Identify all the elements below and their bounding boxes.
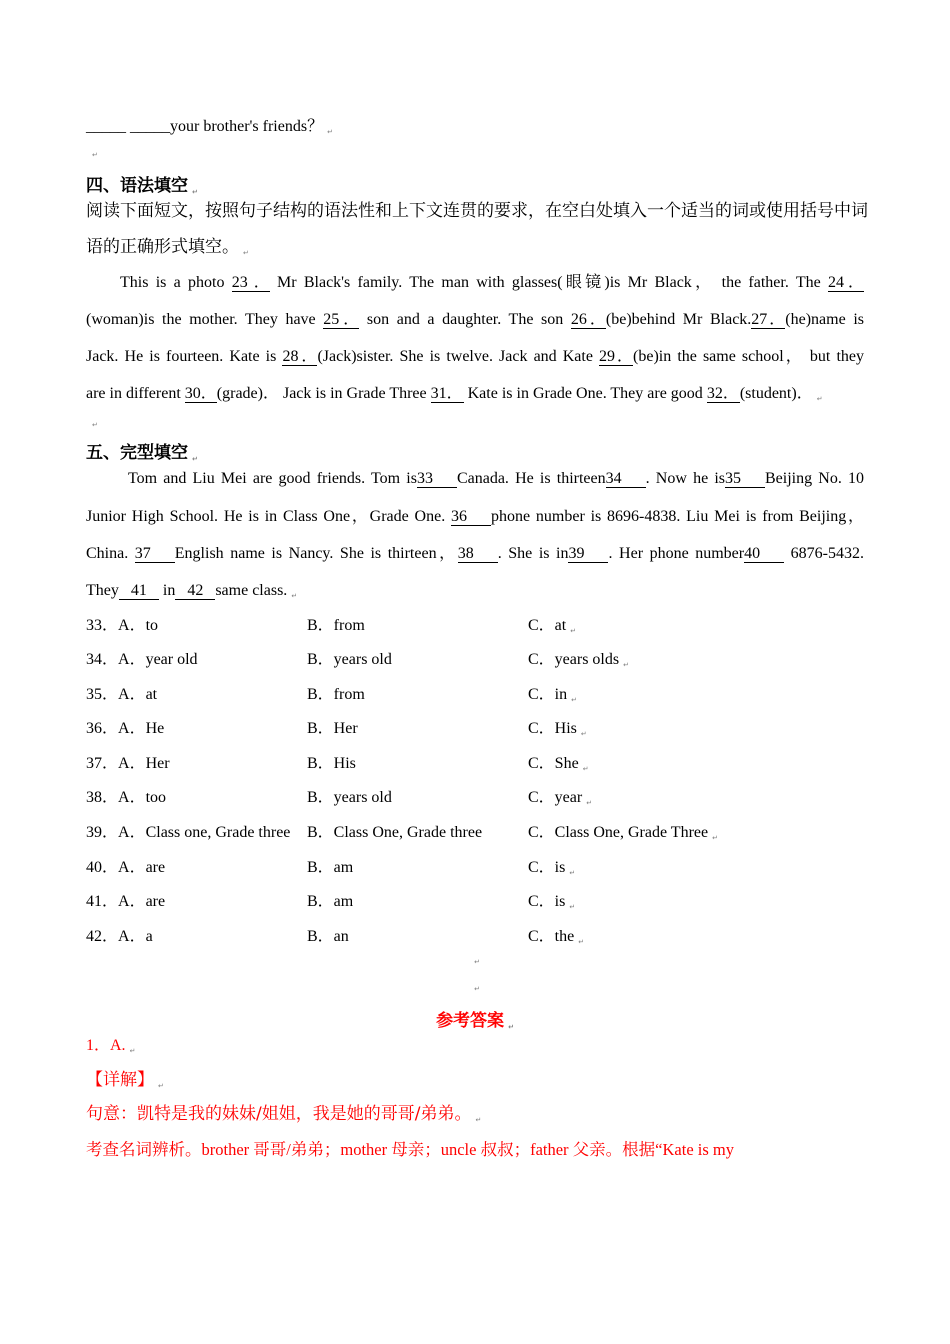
- option-c: [528, 788, 592, 813]
- option-c: [528, 892, 575, 917]
- blank-41: 41: [119, 582, 159, 600]
- option-c-text: C．the: [528, 928, 575, 945]
- passage-text: (be)in the same school， but they: [633, 348, 865, 365]
- option-b: B．from: [307, 617, 365, 634]
- paragraph-mark-icon: ↵: [192, 188, 198, 196]
- blank-40: 40: [744, 545, 784, 563]
- option-row-34: [0, 650, 950, 670]
- blank-32: 32．: [706, 385, 739, 402]
- question-number: 37．: [86, 755, 119, 772]
- option-c-text: C．She: [528, 755, 579, 772]
- blank-36: 36: [451, 508, 491, 526]
- blank-25: 25．: [323, 311, 360, 328]
- option-row-37: [0, 754, 950, 774]
- option-c-text: C．Class One, Grade Three: [528, 824, 709, 841]
- passage-text: Kate is in Grade One. They are good: [463, 385, 707, 402]
- passage-text: son and a daughter. The son: [359, 311, 571, 328]
- blank-33: 33: [417, 470, 457, 488]
- grammar-passage-line-1: [120, 273, 864, 293]
- option-a-text: A．too: [118, 789, 167, 806]
- option-a: [86, 927, 153, 947]
- passage-text: are in different: [86, 385, 185, 402]
- blank-31: 31．: [430, 385, 463, 402]
- option-a-text: A．year old: [118, 651, 198, 668]
- passage-text: Canada. He is thirteen: [456, 470, 606, 487]
- option-a-text: A．Class one, Grade three: [118, 824, 291, 841]
- option-a-text: A．at: [118, 686, 158, 703]
- paragraph-mark-icon: ↵: [327, 128, 333, 136]
- blank-26: 26．: [570, 311, 606, 328]
- paragraph-mark-icon: ↵: [569, 903, 576, 911]
- option-row-40: [0, 858, 950, 878]
- analysis-text: 考查名词辨析。brother 哥哥/弟弟；mother 母亲；uncle 叔叔；father 父亲。根据“Kate is my: [86, 1140, 734, 1159]
- option-a: [86, 616, 158, 636]
- empty-paragraph: [0, 974, 950, 999]
- question-number: 35．: [86, 686, 119, 703]
- option-c: [528, 650, 629, 675]
- passage-text: (he)name is: [785, 311, 864, 328]
- option-c-text: C．in: [528, 686, 568, 703]
- passage-text: English name is Nancy. She is thirteen，: [174, 545, 458, 562]
- option-c-text: C．is: [528, 893, 566, 910]
- passage-text: This is a photo: [120, 274, 232, 291]
- option-b: B．am: [307, 893, 354, 910]
- option-a: [86, 685, 157, 705]
- option-row-33: [0, 616, 950, 636]
- passage-text: Beijing No. 10: [765, 470, 864, 487]
- option-c: [528, 754, 589, 779]
- section-heading-text: 五、完型填空: [86, 443, 188, 463]
- option-c: [528, 858, 575, 883]
- grammar-instructions-line-1: [86, 201, 868, 221]
- option-b: B．Class One, Grade three: [307, 824, 483, 841]
- answer-analysis: [86, 1140, 734, 1160]
- option-a-text: A．Her: [118, 755, 170, 772]
- section-heading-grammar: [86, 176, 198, 202]
- question-number: 38．: [86, 789, 119, 806]
- paragraph-mark-icon: ↵: [474, 985, 480, 993]
- paragraph-mark-icon: ↵: [192, 455, 198, 463]
- option-row-35: [0, 685, 950, 705]
- paragraph-mark-icon: ↵: [243, 249, 249, 257]
- paragraph-mark-icon: ↵: [474, 958, 480, 966]
- option-a: [86, 754, 170, 774]
- option-c-text: C．at: [528, 617, 567, 634]
- passage-text: China.: [86, 545, 135, 562]
- passage-text: (grade)． Jack is in Grade Three: [216, 385, 431, 402]
- option-c-text: C．is: [528, 859, 566, 876]
- passage-text: (student)．: [739, 385, 813, 402]
- paragraph-mark-icon: ↵: [508, 1023, 514, 1031]
- answer-item-text: 1．A.: [86, 1037, 126, 1054]
- question-number: 41．: [86, 893, 119, 910]
- answer-item: [86, 1036, 135, 1061]
- meaning-text: 句意：凯特是我的妹妹/姐姐，我是她的哥哥/弟弟。: [86, 1104, 472, 1124]
- blank-23: 23．: [231, 274, 270, 291]
- option-a: [86, 823, 290, 843]
- paragraph-mark-icon: ↵: [582, 765, 589, 773]
- paragraph-mark-icon: ↵: [578, 938, 585, 946]
- option-c-text: C．year: [528, 789, 583, 806]
- previous-question-line: [86, 117, 333, 142]
- paragraph-mark-icon: ↵: [158, 1082, 164, 1090]
- passage-text: (woman)is the mother. They have: [86, 311, 324, 328]
- option-b: B．His: [307, 755, 356, 772]
- question-number: 33．: [86, 617, 119, 634]
- blank-37: 37: [135, 545, 175, 563]
- passage-text: They: [86, 582, 119, 599]
- paragraph-mark-icon: ↵: [623, 661, 629, 669]
- blank-24: 24．: [827, 274, 864, 291]
- option-b: B．from: [307, 686, 365, 703]
- option-c: [528, 823, 718, 848]
- grammar-passage-line-4: [86, 384, 823, 409]
- passage-text: Jack. He is fourteen. Kate is: [86, 348, 283, 365]
- passage-text: Mr Black's family. The man with glasses(眼镜)is Mr Black， the father. The: [269, 274, 828, 291]
- section-heading-text: 四、语法填空: [86, 176, 188, 196]
- option-row-41: [0, 892, 950, 912]
- option-b: B．am: [307, 859, 354, 876]
- paragraph-mark-icon: ↵: [580, 730, 587, 738]
- empty-paragraph: [88, 410, 98, 435]
- passage-text: in: [158, 582, 176, 599]
- detail-label-text: 【详解】: [86, 1070, 154, 1090]
- option-a-text: A．He: [118, 720, 165, 737]
- grammar-passage-line-3: [86, 347, 864, 367]
- passage-text: . Her phone number: [608, 545, 745, 562]
- blank-34: 34: [606, 470, 646, 488]
- option-row-39: [0, 823, 950, 843]
- blank-35: 35: [725, 470, 765, 488]
- option-b: B．years old: [307, 789, 392, 806]
- blank-38: 38: [458, 545, 498, 563]
- passage-text: . Now he is: [645, 470, 725, 487]
- instruction-text: 阅读下面短文，按照句子结构的语法性和上下文连贯的要求，在空白处填入一个适当的词或使用括号中词: [86, 201, 868, 221]
- blank-27: 27．: [751, 311, 786, 328]
- cloze-passage-line-3: [86, 544, 864, 564]
- option-a: [86, 788, 166, 808]
- option-b: B．Her: [307, 720, 358, 737]
- paragraph-mark-icon: ↵: [586, 799, 593, 807]
- option-a-text: A．to: [118, 617, 159, 634]
- question-number: 36．: [86, 720, 119, 737]
- section-heading-cloze: [86, 443, 198, 469]
- paragraph-mark-icon: ↵: [291, 592, 298, 600]
- option-a: [86, 719, 164, 739]
- answer-key-heading: [0, 1011, 950, 1037]
- paragraph-mark-icon: ↵: [816, 395, 823, 403]
- passage-text: (Jack)sister. She is twelve. Jack and Kate: [317, 348, 600, 365]
- passage-text: phone number is 8696-4838. Liu Mei is from Beijing，: [491, 508, 864, 525]
- option-a-text: A．a: [118, 928, 153, 945]
- passage-text: (be)behind Mr Black.: [605, 311, 752, 328]
- question-number: 42．: [86, 928, 119, 945]
- option-b: B．an: [307, 928, 349, 945]
- option-row-42: [0, 927, 950, 947]
- question-number: 34．: [86, 651, 119, 668]
- paragraph-mark-icon: ↵: [475, 1116, 482, 1124]
- empty-paragraph: [88, 140, 98, 165]
- blank-29: 29．: [599, 348, 634, 365]
- option-row-38: [0, 788, 950, 808]
- passage-text: . She is in: [497, 545, 569, 562]
- option-a-text: A．are: [118, 893, 166, 910]
- paragraph-mark-icon: ↵: [129, 1047, 136, 1055]
- question-number: 39．: [86, 824, 119, 841]
- grammar-instructions-line-2: [86, 237, 249, 263]
- option-b: B．years old: [307, 651, 392, 668]
- paragraph-mark-icon: ↵: [712, 834, 718, 842]
- option-c: [528, 719, 587, 744]
- answer-detail-label: [86, 1070, 164, 1096]
- option-c-text: C．His: [528, 720, 577, 737]
- answer-meaning: [86, 1104, 481, 1130]
- empty-paragraph: [0, 947, 950, 972]
- question-text: _____ _____your brother's friends？: [86, 118, 324, 135]
- blank-28: 28．: [282, 348, 318, 365]
- instruction-text: 语的正确形式填空。: [86, 237, 239, 257]
- blank-30: 30．: [184, 385, 217, 402]
- blank-39: 39: [568, 545, 608, 563]
- cloze-passage-line-1: [128, 469, 864, 489]
- cloze-passage-line-4: [86, 581, 297, 606]
- cloze-passage-line-2: [86, 507, 864, 527]
- option-a: [86, 858, 165, 878]
- paragraph-mark-icon: ↵: [571, 696, 577, 704]
- option-c: [528, 616, 576, 641]
- paragraph-mark-icon: ↵: [570, 627, 577, 635]
- blank-42: 42: [175, 582, 215, 600]
- paragraph-mark-icon: ↵: [92, 151, 98, 159]
- paragraph-mark-icon: ↵: [569, 869, 576, 877]
- option-a: [86, 892, 165, 912]
- paragraph-mark-icon: ↵: [92, 421, 98, 429]
- passage-text: same class.: [215, 582, 288, 599]
- option-c: [528, 685, 577, 710]
- option-a: [86, 650, 198, 670]
- passage-text: Tom and Liu Mei are good friends. Tom is: [128, 470, 417, 487]
- option-a-text: A．are: [118, 859, 166, 876]
- answer-heading-text: 参考答案: [436, 1011, 505, 1031]
- option-c-text: C．years olds: [528, 651, 620, 668]
- passage-text: Junior High School. He is in Class One，Grade One.: [86, 508, 452, 525]
- question-number: 40．: [86, 859, 119, 876]
- option-row-36: [0, 719, 950, 739]
- passage-text: 6876-5432.: [784, 545, 864, 562]
- grammar-passage-line-2: [86, 310, 864, 330]
